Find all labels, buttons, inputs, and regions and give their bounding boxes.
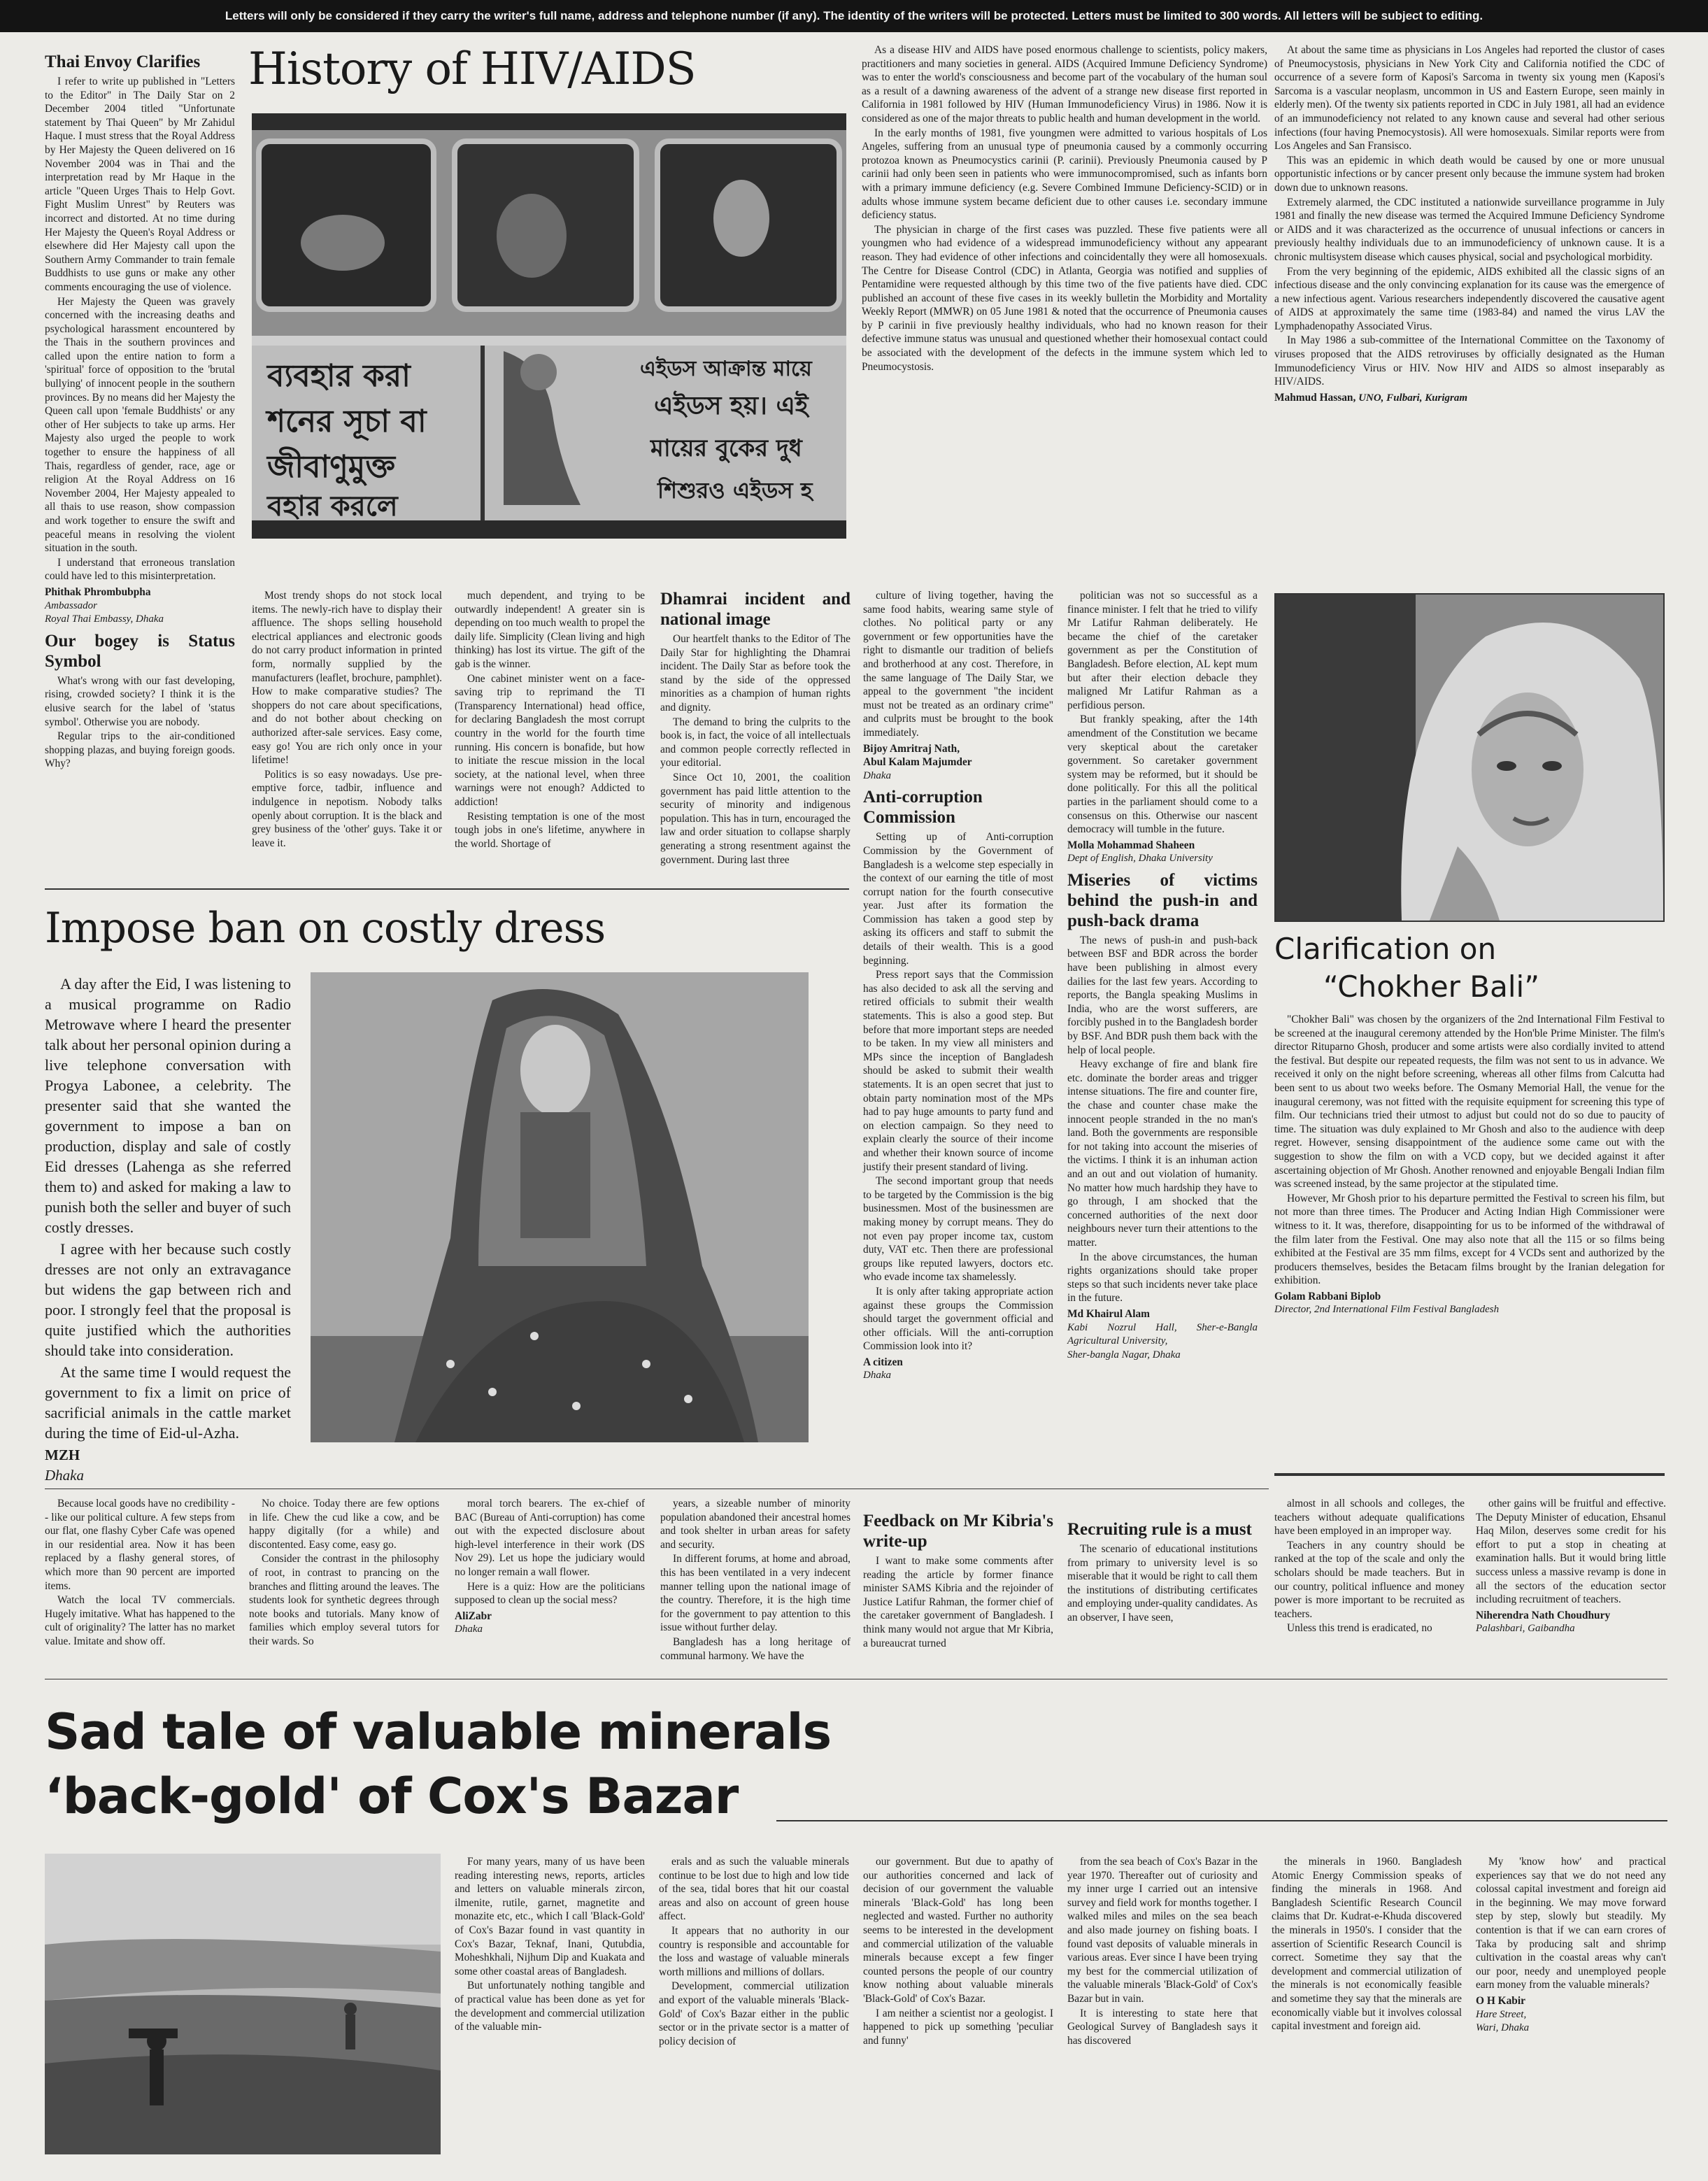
paragraph: My 'know how' and practical experiences say that we do not need any colossal capital investment and foreign aid in the beginning. We may move forward step by step, slowly but steadily. My contention is that if we can earn crores of Taka by producing salt and shrimp cultivation in the coastal areas why can't our poor, needy and unemployed people earn money from the valuable minerals? xyxy=(1476,1856,1666,1991)
signature-location: Dhaka xyxy=(45,1467,84,1484)
minerals-col4 xyxy=(1067,1855,1258,2156)
minerals-col5 xyxy=(1272,1855,1462,2156)
paragraph: the minerals in 1960. Bangladesh Atomic Energy Commission speaks of finding the minerals in 1968. And Bangladesh Scientific Research Council claims that Dr. Kudrat-e-Khuda discovered the minerals in 1950's. I consider that the assertion of Scientific Research Council is correct. Sometime they say that the development and commercial utilization of the minerals is not economically feasible and sometime they say that the minerals are economically viable but it involves colossal capital investment and foreign aid. xyxy=(1272,1856,1462,2033)
costly-dress-letter xyxy=(45,974,291,1484)
bus-text: এইডস আক্রান্ত মায়ে xyxy=(640,357,812,381)
signature-location: Dhaka xyxy=(455,1624,483,1635)
signature-name: Phithak Phrombubpha xyxy=(45,585,151,598)
hiv-article-col1 xyxy=(862,43,1267,583)
title-line: Sad tale of valuable minerals xyxy=(45,1703,832,1761)
thai-envoy-heading: Thai Envoy Clarifies xyxy=(45,52,201,71)
paragraph: Heavy exchange of fire and blank fire etc. dominate the border areas and trigger intense situations. The fire and counter fire, the chase and counter chase make the innocent people stranded in the no man's land. Both the governments are responsible for not taking into account the miseries of the victims. I think it is an inhuman action and an out and out violation of humanity. No matter how much hardship they have to go through, I am shocked that the concerned authorities of the next door neighbours never turn their attentions to the matter. xyxy=(1067,1058,1258,1249)
paragraph: I want to make some comments after reading the article by former finance minister SAMS Kibria and the rejoinder of Justice Latifur Rahman, the former chief of the caretaker government of Bangladesh. I think many would not argue that Mr Kibria, a bureaucrat turned xyxy=(863,1555,1053,1649)
recruiting-col2 xyxy=(1274,1497,1465,1672)
signature-affiliation: Kabi Nozrul Hall, Sher-e-Bangla Agricultural University, xyxy=(1067,1321,1258,1347)
signature-affiliation: Director, 2nd International Film Festival Bangladesh xyxy=(1274,1304,1500,1316)
paragraph: The scenario of educational institutions from primary to university level is so miserable that it would be right to call them the institutions of distributing certificates and employing under-quality candidates. As an observer, I have seen, xyxy=(1067,1543,1258,1624)
paragraph: At the same time I would request the government to fix a limit on price of sacrificial animals in the cattle market during the time of Eid-ul-Azha. xyxy=(45,1363,291,1442)
signature-line xyxy=(1274,391,1665,406)
paragraph: Development, commercial utilization and export of the valuable minerals 'Black-Gold' of Cox's Bazar either in the public sector or in the private sector is a matter of policy decision of xyxy=(659,1980,849,2047)
paragraph: from the sea beach of Cox's Bazar in the year 1970. Thereafter out of curiosity and my inner urge I carried out an intensive survey and field work for months together. I walked miles and miles on the sea beach and also made journey on fishing boats. I found vast deposits of valuable minerals in various areas. Ever since I have been trying my best for the commercial utilization of the valuable minerals 'Black-Gold' of Cox's Bazar but in vain. xyxy=(1067,1856,1258,2005)
bogey-col2 xyxy=(252,589,442,883)
paragraph: erals and as such the valuable minerals continue to be lost due to high and low tide of the sea, tidal bores that hit our coastal areas and also on account of green house affect. xyxy=(659,1856,849,1923)
dhamrai-col2 xyxy=(660,1497,851,1672)
paragraph: other gains will be fruitful and effective. The Deputy Minister of education, Ehsanul Haq Milon, deserves some credit for his effort to put a stop in cheating at examination halls. But it would bring little success unless a massive revamp is done in all the sectors of the education sector including recruitment of teachers. xyxy=(1476,1498,1666,1606)
hiv-article-col2 xyxy=(1274,43,1665,583)
paragraph: But unfortunately nothing tangible and of practical value has been done as yet for the development and commercial utilization of the valuable min- xyxy=(455,1980,645,2033)
signature-name: Md Khairul Alam xyxy=(1067,1307,1151,1320)
paragraph: Consider the contrast in the philosophy of root, in contrast to prancing on the branches and flitting around the leaves. The students look for synthetic degrees through note books and tutorials. Many know of families which employ several tutors for their wards. So xyxy=(249,1553,439,1647)
kibria-letter xyxy=(863,1511,1053,1672)
letters-banner: Letters will only be considered if they carry the writer's full name, address and telephone number (if any). The identity of the writers will be protected. Letters must be limited to 300 words. All letters will be subject to editing. xyxy=(0,0,1708,32)
hiv-aids-title: History of HIV/AIDS xyxy=(248,43,696,95)
divider xyxy=(45,888,849,890)
beach-photo xyxy=(45,1854,441,2154)
title-line: ‘back-gold' of Cox's Bazar xyxy=(45,1768,739,1825)
paragraph: I am neither a scientist nor a geologist. I happened to pick up something 'peculiar and funny' xyxy=(863,2007,1053,2047)
bogey-col5 xyxy=(249,1497,439,1672)
signature-affiliation: Dept of English, Dhaka University xyxy=(1067,853,1213,865)
paragraph: The physician in charge of the first cases was puzzled. These five patients were all youngmen who had evidence of a widespread immunodeficiency without any appearant reason. They had evidence of other infections and coincidentally they were all homosexuals. The Centre for Disease Control (CDC) in Atlanta, Georgia was notified and supplies of Pentamidine were requested although by this time two of the five patients have died. CDC published an account of these five cases in its weekly bulletin the Morbidity and Mortality Weekly Report (MMWR) on 05 June 1981 & noted that the occurrence of Pneumonia causes by P carinii in five previously healthy individuals, who had no known reason for their defective immune status was unusual and questioned whether their homosexual contact could be associated with the development of the defects in the immune system which led to Pneumocystosis. xyxy=(862,223,1267,373)
divider xyxy=(776,1820,1667,1821)
anti-corruption-heading: Anti-corruption Commission xyxy=(863,788,983,827)
bogey-col6 xyxy=(455,1497,645,1672)
paragraph: From the very beginning of the epidemic, AIDS exhibited all the classic signs of an infectious disease and the only convincing explanation for its cause was the emergence of a new infectious agent. Various researchers independently discovered the causative agent of AIDS at approximately the same time (1983-84) and named the virus LAV the Lymphadenopathy Associated Virus. xyxy=(1274,265,1665,332)
paragraph: The news of push-in and push-back between BSF and BDR across the border have been publishing in almost every dailies for the last few years. According to reports, the Bangla speaking Muslims in India, who are the worst sufferers, are forcibly pushed in to the Bangladesh border by BSF. And BDR push them back with the help of local people. xyxy=(1067,934,1258,1056)
paragraph: The demand to bring the culprits to the book is, in fact, the voice of all intellectuals and common people correctly reflected in your editorial. xyxy=(660,716,851,769)
signature-name: Golam Rabbani Biplob xyxy=(1274,1290,1381,1302)
paragraph: Most trendy shops do not stock local items. The newly-rich have to display their affluence. The shops selling household electrical appliances and electronic goods do not carry product information in printed form, normally supplied by the manufacturers (leaflet, brochure, pamphlet). How to make comparative studies? The shoppers do not care about specifications, and do not bother about checking on authorized after-sale services. Easy come, easy go! You are rich only once in your lifetime! xyxy=(252,590,442,767)
paragraph: Watch the local TV commercials. Hugely imitative. What has happened to the cult of originality? The latter has no market value. Imitate and show off. xyxy=(45,1594,235,1647)
signature-title: Ambassador xyxy=(45,599,98,611)
paragraph: I refer to write up published in "Letters to the Editor" in The Daily Star on 2 December 2004 titled "Unfortunate statement by Thai Queen" by Mr Zahidul Haque. I must stress that the Royal Address by Her Majesty the Queen delivered on 16 November 2004 was in Thai and the interpretation read by Mr Haque in the article "Queen Urges Thais to Help Govt. Fight Muslim Unrest" by Reuters was incorrect and distorted. At no time during Her Majesty the Queen's Royal Address or elsewhere did Her Majesty call upon the Southern Army Commander to train female Buddhists to use guns or make any other comments encouraging the use of violence. xyxy=(45,76,235,293)
dhamrai-letter xyxy=(660,589,851,883)
actress-photo xyxy=(1274,593,1665,922)
chokher-bali-letter xyxy=(1274,1013,1665,1469)
paragraph: In the above circumstances, the human rights organizations should take proper steps so that such incidents never take place in the future. xyxy=(1067,1251,1258,1305)
bogey-col4 xyxy=(45,1497,235,1672)
signature-name: AliZabr xyxy=(455,1610,492,1622)
paragraph: Teachers in any country should be ranked at the top of the scale and only the scholars should be made teachers. But in our country, political influence and money power is more important to be recruited as teachers. xyxy=(1274,1539,1465,1620)
paragraph: What's wrong with our fast developing, rising, crowded society? I think it is the elusive search for the label of 'status symbol'. Otherwise you are nobody. xyxy=(45,674,235,728)
paragraph: For many years, many of us have been reading interesting news, reports, articles and letters on valuable minerals zircon, ilmenite, rutile, garnet, magnetite and monazite etc, etc., which I call 'Black-Gold' of Cox's Bazar found in vast quantity in Cox's Bazar, Teknaf, Inani, Qutubdia, Moheshkhali, Nijhum Dip and Kuakata and some other coastal areas of Bangladesh. xyxy=(455,1856,645,1977)
paragraph: No choice. Today there are few options in life. Chew the cud like a cow, and be happy digitally (for a while) and discontented. Easy come, easy go. xyxy=(249,1498,439,1551)
paragraph: culture of living together, having the same food habits, wearing same style of clothes. No political party or any government or few opportunities have the right to dismantle our tradition of beliefs and brotherhood at any cost. Therefore, in the same language of The Daily Star, we appeal to the government "the incident must not be treated as an ordinary crime" and culprits must be brought to the book immediately. xyxy=(863,590,1053,739)
paragraph: our government. But due to apathy of our authorities concerned and lack of decision of our government the valuable minerals 'Black-Gold' has long been neglected and wasted. Further no authority seems to be interested in the development and commercial utilization of the valuable minerals because except a few finger counted persons the people of our country know nothing about valuable minerals 'Black-Gold' of Cox's Bazar. xyxy=(863,1856,1053,2005)
paragraph: Press report says that the Commission has also decided to ask all the serving and retired officials to submit their wealth statements. This is also a good step. But before that more important steps are needed to be taken. In my view all ministers and MPs since the inception of Bangladesh should be asked to submit their wealth statements. It is an open secret that just to obtain party nomination most of the MPs had to pay huge amounts to party fund and on election campaign. So they need to explain clearly the source of their income and whether their known source of income justify their present standard of living. xyxy=(863,969,1053,1173)
paragraph: much dependent, and trying to be outwardly independent! A greater sin is depending on too much wealth to propel the daily life. Simplicity (Clean living and high thinking) has lost its virtue. The gift of the gab is the winner. xyxy=(455,590,645,670)
bus-text: ব্যবহার করা xyxy=(267,358,411,394)
paragraph: Since Oct 10, 2001, the coalition government has paid little attention to the security of minority and indigenous population. This has in turn, encouraged the law and order situation to collapse sharply generating a strong resentment against the government. During last three xyxy=(660,771,851,866)
paragraph: almost in all schools and colleges, the teachers without adequate qualifications have been employed in an improper way. xyxy=(1274,1498,1465,1537)
bus-text: মায়ের বুকের দুধ xyxy=(650,434,802,462)
paragraph: Regular trips to the air-conditioned shopping plazas, and buying foreign goods. Why? xyxy=(45,730,235,770)
signature-name: Niherendra Nath Choudhury xyxy=(1476,1609,1611,1621)
minerals-col2 xyxy=(659,1855,849,2156)
paragraph: It is interesting to state here that Geological Survey of Bangladesh says it has discovered xyxy=(1067,2007,1258,2047)
minerals-col6 xyxy=(1476,1855,1666,2156)
divider xyxy=(1274,1473,1665,1476)
bus-illustration xyxy=(252,113,846,539)
paragraph: Because local goods have no credibility -- like our political culture. A few steps from our flat, one flashy Cyber Cafe was opened in our residential area. Now it has been replaced by a flashy general stores, of which more than 90 percent are imported items. xyxy=(45,1498,235,1592)
paragraph: One cabinet minister went on a face-saving trip to reprimand the TI (Transparency International) head office, for declaring Bangladesh the most corrupt country in the world for the fourth time running. His concern is bonafide, but how to initiate the rescue mission in the local society, at the national level, when three warnings were not enough? Addicted to addiction! xyxy=(455,672,645,808)
paragraph: In May 1986 a sub-committee of the International Committee on the Taxonomy of viruses proposed that the AIDS retroviruses by officially designated as the Human Immunodeficiency Virus or HIV. Now HIV and AIDS so almost inseparably as HIV/AIDS. xyxy=(1274,334,1665,388)
miseries-heading: Miseries of victims behind the push-in and push-back drama xyxy=(1067,870,1258,930)
paragraph: This was an epidemic in which death would be caused by one or more unusual opportunistic infections or by cancer present only because the immune system had broken down due to unknown reasons. xyxy=(1274,154,1665,194)
paragraph: However, Mr Ghosh prior to his departure permitted the Festival to screen his film, but not more than three times. The Producer and Acting Indian High Commissioner were witness to it. It was, therefore, disappointing for us to be informed of the withdrawal of the film later from the Festival. One may also note that all the 115 or so films being exhibited at the Festival are 35 mm films, except for 4 VCDs sent and authorized by the producers themselves, besides the Betacam films brought by the Iranian delegation for exhibition. xyxy=(1274,1192,1665,1287)
lahenga-photo xyxy=(311,972,809,1442)
paragraph: I understand that erroneous translation could have led to this misinterpretation. xyxy=(45,556,235,583)
costly-dress-title: Impose ban on costly dress xyxy=(45,904,606,953)
thai-envoy-letter xyxy=(45,52,235,770)
paragraph: Politics is so easy nowadays. Use pre-emptive force, tadbir, influence and indulgence in nepotism. Nobody talks openly about corruption. It is the black and grey business of the 'other' guys. Take it or leave it. xyxy=(252,768,442,849)
dhamrai-heading: Dhamrai incident and national image xyxy=(660,590,851,629)
signature-name: Mahmud Hassan, xyxy=(1274,391,1356,404)
signature-name: Bijoy Amritraj Nath, xyxy=(863,742,960,755)
recruiting-heading: Recruiting rule is a must xyxy=(1067,1520,1252,1539)
minerals-col1 xyxy=(455,1855,645,2156)
recruiting-letter xyxy=(1067,1519,1258,1672)
politician-miseries-column xyxy=(1067,589,1258,1505)
paragraph: Extremely alarmed, the CDC instituted a nationwide surveillance programme in July 1981 and finally the new disease was termed the Acquired Immune Deficiency Syndrome or AIDS and it was characterized as the occurrence of unusual infections or cancers in previously healthy individuals due to an immunodeficiency of unknown cause. It is a chronic multisystem disease which causes physical, social and psychological morbidity. xyxy=(1274,196,1665,263)
bus-photo xyxy=(252,113,846,539)
signature-location: Wari, Dhaka xyxy=(1476,2022,1530,2034)
paragraph: Here is a quiz: How are the politicians supposed to clean up the social mess? xyxy=(455,1580,645,1607)
bus-text: শিশুরও এইডস হ xyxy=(657,477,813,504)
paragraph: moral torch bearers. The ex-chief of BAC (Bureau of Anti-corruption) has come out with the expected disclosure about high-level interference in their work (DS Nov 29). Let us hope the judiciary would no longer remain a wall flower. xyxy=(455,1498,645,1578)
paragraph: politician was not so successful as a finance minister. I felt that he tried to vilify Mr Latifur Rahman deliberately. He became the chief of the caretaker government as per the Constitution of Bangladesh. Before election, AL kept mum but after their election debacle they maligned Mr Latifur Rahman as a perfidious person. xyxy=(1067,590,1258,711)
paragraph: years, a sizeable number of minority population abandoned their ancestral homes and took shelter in urban areas for safety and security. xyxy=(660,1498,851,1551)
bus-text: জীবাণুমুক্ত xyxy=(267,449,395,485)
paragraph: But frankly speaking, after the 14th amendment of the Constitution we became very skeptical about the caretaker government. So caretaker government system may be reformed, but it should be done politically. For this all the political parties in the parliament should come to a consensus on this. Otherwise our nascent democracy will tumble in the future. xyxy=(1067,713,1258,836)
paragraph: "Chokher Bali" was chosen by the organizers of the 2nd International Film Festival to be screened at the inaugural ceremony attended by the Hon'ble Prime Minister. The film's director Rituparno Ghosh, producer and some artists were also cordially invited to attend the festival. But despite our repeated requests, the film was not sent to us in advance. We received it only on the night before screening, whereas all other films from Calcutta had been sent to us about two weeks before. The Osmany Memorial Hall, the venue for the inaugural ceremony, was not fitted with the requisite equipment for screening this type of film. Our technicians tried their utmost to adjust but could not do so due to paucity of time. The situation was duly explained to Mr Ghosh and also to the audience with deep regret. However, sensing disappointment of the audience some came out with the suggestion to show the film on with a VCD copy, but we decided against it after ascertaining objection of Mr Ghosh. Another renowned and enjoyable Bengali Indian film was screened instead, by the same projector at the stipulated time. xyxy=(1274,1014,1665,1191)
minerals-title xyxy=(45,1700,1024,1840)
signature-name: O H Kabir xyxy=(1476,1994,1525,2007)
signature-location: Dhaka xyxy=(863,1370,891,1381)
paragraph: Her Majesty the Queen was gravely concerned with the increasing deaths and psychological harassment encountered by the Thais in the southern provinces and called upon the entire nation to form a 'spiritual' force of opposition to the 'brutal bullying' of innocent people in the southern provinces. By no means did her Majesty the Queen call upon 'female Buddhists' or any other of Her subjects to take up arms. Her Majesty also urged the people to work together to ensure the happiness of all Thais, regardless of gender, race, age or religion At the Royal Address on 16 November 2004, Her Majesty appealed to all thais to use reason, show compassion and work together to ensure the swift and peaceful means in resolving the violent situation in the south. xyxy=(45,295,235,555)
signature-name: A citizen xyxy=(863,1356,903,1368)
paragraph: In the early months of 1981, five youngmen were admitted to various hospitals of Los Angeles, suffering from an unusual type of pneumonia caused by a commonly occurring protozoa known as Pneumocystics carinii (P. carinii). Previously Pneumonia caused by P carinii had only been seen in patients who were immunocompromised, such as infants born with a primary immune deficiency (e.g. Severe Combined Immune Deficiency-SCID) or in adults whose immune system became deficient due to other causes i.e. secondary immune deficiency status. xyxy=(862,127,1267,222)
paragraph: Bangladesh has a long heritage of communal harmony. We have the xyxy=(660,1635,851,1662)
bogey-heading: Our bogey is Status Symbol xyxy=(45,631,235,671)
chokher-bali-title xyxy=(1274,930,1665,1007)
paragraph: It is only after taking appropriate action against these groups the Commission should target the government official and other officials. Will the anti-corruption Commission look into it? xyxy=(863,1285,1053,1353)
paragraph: The second important group that needs to be targeted by the Commission is the big businessmen. Most of the businessmen are making money by corrupt means. They do not even pay proper income tax, custom duty, VAT etc. Then there are professional groups like reputed lawyers, doctors etc. who evade income tax shamelessly. xyxy=(863,1175,1053,1284)
paragraph: It appears that no authority in our country is responsible and accountable for the loss and wastage of valuable minerals worth millions and millions of dollars. xyxy=(659,1924,849,1978)
signature-location: Palashbari, Gaibandha xyxy=(1476,1623,1575,1635)
minerals-col3 xyxy=(863,1855,1053,2156)
bogey-col3 xyxy=(455,589,645,883)
signature-location: UNO, Fulbari, Kurigram xyxy=(1358,392,1468,404)
paragraph: At about the same time as physicians in Los Angeles had reported the clustor of cases of Pneumocystosis, physicians in New York City and California notified the CDC of occurrence of a severe form of Kaposi's Sarcoma in twenty six young men (Kaposi's Sarcoma is a vascular neoplasm, uncommon in US and Eastern Europe, seen mainly in elderly men). Of the twenty six patients reported in CDC in July 1981, all had an evidence of an immunodeficiency not related to any known cause and several had other serious infections (four having Pnemocystosis). All were homosexuals. Similar reports were from Los Angeles and San Fransisco. xyxy=(1274,44,1665,152)
signature-name: MZH xyxy=(45,1447,80,1463)
signature-name: Abul Kalam Majumder xyxy=(863,756,972,769)
bus-text: বহার করলে xyxy=(267,490,398,523)
paragraph: As a disease HIV and AIDS have posed enormous challenge to scientists, policy makers, practitioners and many societies in general. AIDS (Acquired Immune Deficiency Syndrome) was to enter the world's consciousness and become part of the vocabulary of the human soul as a result of a dawning awareness of the advent of a strange new disease first reported in California in 1981 followed by HIV (Human Immunodeficiency Virus) in 1986. Now it is considered as one of the major threats to public health and human development in the world. xyxy=(862,44,1267,125)
anti-corruption-letter xyxy=(863,589,1053,1505)
paragraph: Our heartfelt thanks to the Editor of The Daily Star for highlighting the Dhamrai incident. The Daily Star as before took the stand by the side of the oppressed minorities as a champion of human rights and dignity. xyxy=(660,633,851,713)
bus-text: এইডস হয়। এই xyxy=(654,392,809,420)
signature-address: Hare Street, xyxy=(1476,2008,1527,2020)
signature-location: Dhaka xyxy=(863,769,891,781)
title-line: “Chokher Bali” xyxy=(1323,969,1539,1004)
paragraph: A day after the Eid, I was listening to a musical programme on Radio Metrowave where I heard the presenter talk about her personal opinion during a live telephone conversation with Progya Labonee, a celebrity. The presenter said that she wanted the government to impose a ban on production, display and sale of costly Eid dresses (Lahenga as she referred them to) and asked for making a law to punish both the seller and buyer of such costly dresses. xyxy=(45,975,291,1236)
signature-affiliation: Royal Thai Embassy, Dhaka xyxy=(45,613,164,625)
bus-text: শনের সূচা বা xyxy=(267,404,427,439)
kibria-heading: Feedback on Mr Kibria's write-up xyxy=(863,1512,1053,1551)
paragraph: Setting up of Anti-corruption Commission by the Government of Bangladesh is a welcome step especially in the context of our earning the title of most corrupt nation for the fourth consecutive year. Just after its formation the Commission has taken a good step by asking its officers and staff to submit the details of their wealth. This is a good beginning. xyxy=(863,831,1053,967)
signature-name: Molla Mohammad Shaheen xyxy=(1067,839,1195,851)
paragraph: In different forums, at home and abroad, this has been ventilated in a very indecent manner telling upon the national image of the country. Therefore, it is the high time for the government to pay attention to this issue without further delay. xyxy=(660,1553,851,1634)
paragraph: I agree with her because such costly dresses are not only an extravagance but widens the gap between rich and poor. I strongly feel that the proposal is quite justified which the authorities should take into consideration. xyxy=(45,1240,291,1359)
title-line: Clarification on xyxy=(1274,932,1497,966)
recruiting-col3 xyxy=(1476,1497,1666,1672)
paragraph: Resisting temptation is one of the most tough jobs in one's lifetime, anywhere in the world. Shortage of xyxy=(455,810,645,850)
signature-location: Sher-bangla Nagar, Dhaka xyxy=(1067,1349,1181,1361)
paragraph: Unless this trend is eradicated, no xyxy=(1287,1622,1432,1635)
